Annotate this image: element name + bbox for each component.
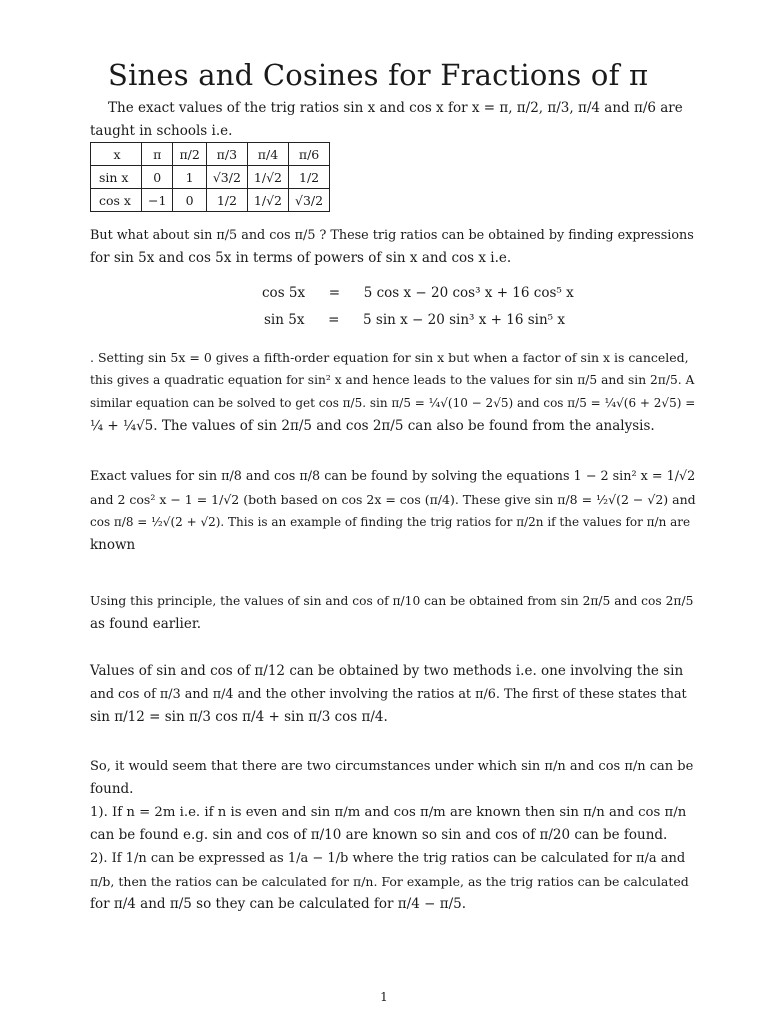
table-header-cell: π/4	[247, 143, 288, 166]
table-header-cell: x	[91, 143, 142, 166]
table-cell: 1/√2	[247, 166, 288, 189]
equation-lhs: cos 5x	[262, 285, 306, 301]
p2-line-1: But what about sin π/5 and cos π/5 ? These trig ratios can be obtained by finding expressions	[90, 228, 694, 243]
page-number: 1	[380, 990, 388, 1004]
p7-line-6: π/b, then the ratios can be calculated for π/n. For example, as the trig ratios can be calculated	[90, 874, 689, 889]
p7-line-4: can be found e.g. sin and cos of π/10 are known so sin and cos of π/20 can be found.	[90, 827, 668, 843]
table-cell: 0	[142, 166, 173, 189]
p7-line-1: So, it would seem that there are two circumstances under which sin π/n and cos π/n can be	[90, 759, 694, 774]
equation-equals: =	[328, 285, 341, 301]
table-header-cell: π/2	[173, 143, 206, 166]
equation-rhs: 5 cos x − 20 cos³ x + 16 cos⁵ x	[363, 285, 574, 301]
table-cell: 0	[173, 189, 206, 212]
paragraph-5	[90, 590, 696, 636]
p6-line-1: Values of sin and cos of π/12 can be obtained by two methods i.e. one involving the sin	[90, 663, 684, 679]
table-cell: 1/√2	[247, 189, 288, 212]
table-header-cell: π/3	[206, 143, 247, 166]
paragraph-3	[90, 346, 696, 438]
table-row	[91, 189, 330, 212]
p5-line-1: Using this principle, the values of sin and cos of π/10 can be obtained from sin 2π/5 and cos 2π/5	[90, 594, 694, 608]
table-header-cell: π/6	[289, 143, 330, 166]
table-cell: 1	[173, 166, 206, 189]
p3-line-4: ¼ + ¼√5. The values of sin 2π/5 and cos 2π/5 can also be found from the analysis.	[90, 418, 655, 434]
table-header-row	[91, 143, 330, 166]
intro-paragraph	[90, 97, 696, 143]
trig-values-table	[90, 142, 330, 212]
table-cell: √3/2	[289, 189, 330, 212]
page-title: Sines and Cosines for Fractions of π	[108, 58, 649, 92]
p4-line-2: and 2 cos² x − 1 = 1/√2 (both based on cos 2x = cos (π/4). These give sin π/8 = ½√(2 − √2) and	[90, 492, 696, 507]
p7-line-5: 2). If 1/n can be expressed as 1/a − 1/b where the trig ratios can be calculated for π/a and	[90, 851, 686, 866]
equation-rhs: 5 sin x − 20 sin³ x + 16 sin⁵ x	[363, 312, 565, 328]
table-cell: sin x	[91, 166, 142, 189]
equation-sin5x	[264, 312, 565, 328]
p3-line-1: . Setting sin 5x = 0 gives a fifth-order equation for sin x but when a factor of sin x is canceled,	[90, 350, 689, 365]
equation-lhs: sin 5x	[264, 312, 305, 328]
table-row	[91, 166, 330, 189]
p6-line-2: and cos of π/3 and π/4 and the other involving the ratios at π/6. The first of these states that	[90, 687, 687, 702]
table-cell: 1/2	[289, 166, 330, 189]
p4-line-3: cos π/8 = ½√(2 + √2). This is an example of finding the trig ratios for π/2n if the values for π/n are	[90, 515, 691, 529]
p2-line-2: for sin 5x and cos 5x in terms of powers of sin x and cos x i.e.	[90, 250, 512, 266]
p7-line-2: found.	[90, 781, 134, 797]
p5-line-2: as found earlier.	[90, 616, 202, 632]
p3-line-2: this gives a quadratic equation for sin² x and hence leads to the values for sin π/5 and sin 2π/5. A	[90, 373, 695, 387]
intro-line-1: The exact values of the trig ratios sin x and cos x for x = π, π/2, π/3, π/4 and π/6 are	[108, 100, 683, 116]
table-header-cell: π	[142, 143, 173, 166]
p6-line-3: sin π/12 = sin π/3 cos π/4 + sin π/3 cos π/4.	[90, 709, 388, 725]
paragraph-4	[90, 465, 696, 557]
table-cell: √3/2	[206, 166, 247, 189]
p7-line-3: 1). If n = 2m i.e. if n is even and sin π/m and cos π/m are known then sin π/n and cos π/n	[90, 805, 687, 820]
equation-equals: =	[328, 312, 340, 328]
equation-cos5x	[262, 285, 574, 301]
intro-line-2: taught in schools i.e.	[90, 123, 233, 139]
paragraph-2	[90, 224, 696, 270]
paragraph-6	[90, 660, 696, 729]
table-cell: cos x	[91, 189, 142, 212]
table-cell: −1	[142, 189, 173, 212]
paragraph-7	[90, 755, 696, 916]
p3-line-3: similar equation can be solved to get cos π/5. sin π/5 = ¼√(10 − 2√5) and cos π/5 = ¼√(6 + 2√5) =	[90, 396, 696, 410]
p4-line-4: known	[90, 537, 136, 553]
table-cell: 1/2	[206, 189, 247, 212]
p4-line-1: Exact values for sin π/8 and cos π/8 can be found by solving the equations 1 − 2 sin² x = 1/√2	[90, 469, 696, 484]
p7-line-7: for π/4 and π/5 so they can be calculated for π/4 − π/5.	[90, 896, 467, 912]
